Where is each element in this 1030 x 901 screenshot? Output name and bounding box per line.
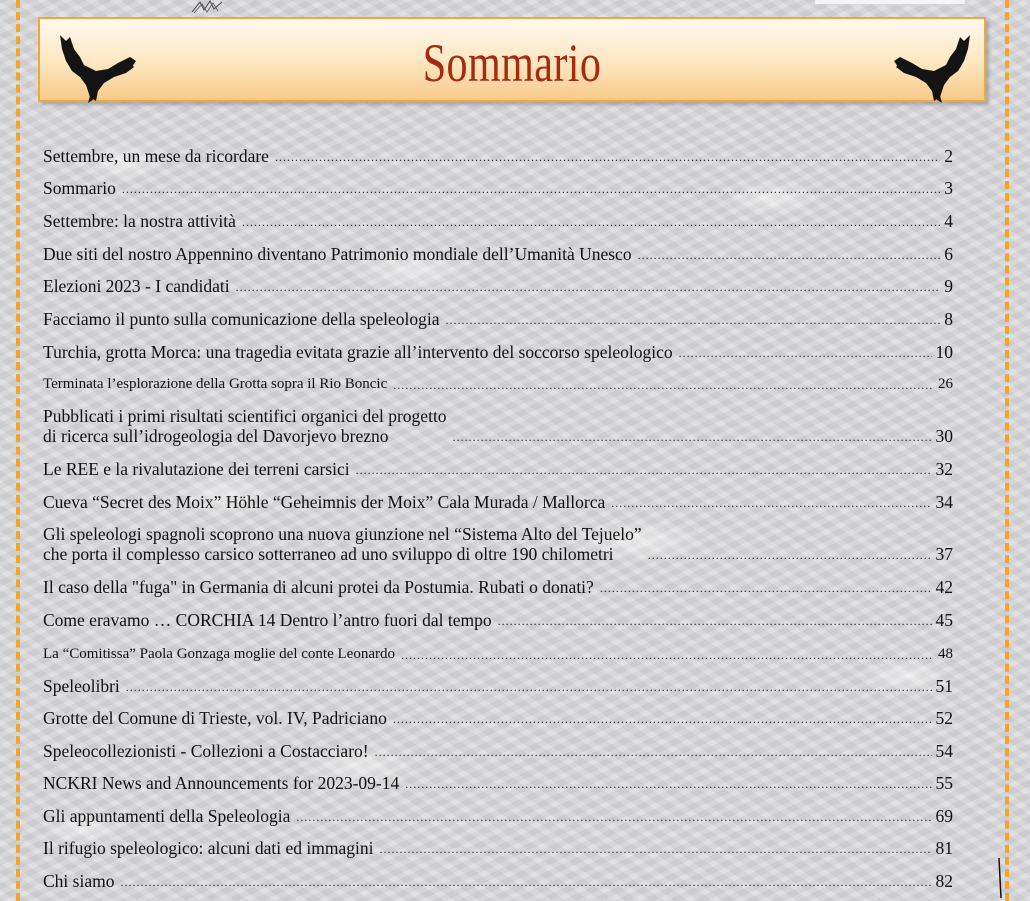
toc-entry-title: Terminata l’esplorazione della Grotta sopra il Rio Boncic — [43, 376, 388, 392]
dot-leader — [393, 713, 932, 725]
toc-entry-title: Cueva “Secret des Moix” Höhle “Geheimnis der Moix” Cala Murada / Mallorca — [43, 492, 606, 512]
toc-entry[interactable] — [43, 492, 953, 512]
dot-leader — [236, 281, 941, 293]
toc-entry[interactable] — [43, 708, 953, 728]
toc-entry[interactable] — [43, 524, 953, 564]
toc-entry-title-line: che porta il complesso carsico sotterraneo ad uno sviluppo di oltre 190 chilometri — [43, 544, 614, 564]
toc-entry[interactable] — [43, 871, 953, 891]
toc-entry[interactable] — [43, 741, 953, 761]
toc-entry-page: 3 — [944, 178, 953, 198]
page-title: Sommario — [422, 33, 602, 93]
toc-entry[interactable] — [43, 211, 953, 231]
toc-entry[interactable] — [43, 276, 953, 296]
dot-leader — [120, 876, 931, 888]
toc-entry-title: Chi siamo — [43, 871, 115, 891]
toc-entry[interactable] — [43, 644, 953, 664]
toc-entry-page: 26 — [938, 376, 953, 392]
right-dashed-border — [1005, 0, 1009, 901]
toc-entry-page: 45 — [935, 610, 953, 630]
bat-icon — [892, 27, 974, 105]
dot-leader — [611, 497, 931, 509]
dot-leader — [600, 582, 932, 594]
header-banner — [38, 17, 986, 102]
toc-entry-page: 69 — [935, 806, 953, 826]
dot-leader — [679, 347, 932, 359]
dot-leader — [498, 615, 932, 627]
toc-entry-title-line: Gli speleologi spagnoli scoprono una nuova giunzione nel “Sistema Alto del Tejuelo” — [43, 524, 642, 544]
toc-entry-page: 48 — [938, 646, 953, 662]
toc-entry-page: 32 — [935, 459, 953, 479]
dot-leader — [126, 681, 932, 693]
toc-entry-title — [43, 406, 447, 446]
toc-entry-title-line: Pubblicati i primi risultati scientifici organici del progetto — [43, 406, 447, 426]
toc-entry[interactable] — [43, 244, 953, 264]
toc-entry-page: 10 — [935, 342, 953, 362]
dot-leader — [405, 778, 931, 790]
toc-entry[interactable] — [43, 806, 953, 826]
bat-icon — [56, 27, 138, 105]
toc-entry-title: Il rifugio speleologico: alcuni dati ed immagini — [43, 838, 374, 858]
dot-leader — [356, 464, 932, 476]
toc-entry[interactable] — [43, 773, 953, 793]
toc-entry-title: Come eravamo … CORCHIA 14 Dentro l’antro fuori dal tempo — [43, 610, 492, 630]
toc-entry-page: 42 — [935, 577, 953, 597]
dot-leader — [275, 151, 940, 163]
toc-entry-page: 54 — [935, 741, 953, 761]
toc-entry-title: Elezioni 2023 - I candidati — [43, 276, 230, 296]
page-edge-mark — [998, 858, 1004, 898]
toc-entry[interactable] — [43, 146, 953, 166]
dot-leader — [379, 843, 931, 855]
toc-entry[interactable] — [43, 342, 953, 362]
toc-entry[interactable] — [43, 406, 953, 446]
toc-entry-title: Speleolibri — [43, 676, 120, 696]
toc-entry-page: 4 — [944, 211, 953, 231]
dot-leader — [446, 314, 941, 326]
toc-entry-page: 52 — [935, 708, 953, 728]
dot-leader — [296, 811, 931, 823]
dot-leader — [375, 746, 932, 758]
toc-entry-title: Il caso della "fuga" in Germania di alcuni protei da Postumia. Rubati o donati? — [43, 577, 594, 597]
toc-entry-page: 55 — [935, 773, 953, 793]
toc-entry-page: 51 — [935, 676, 953, 696]
top-paper-edge — [815, 0, 965, 4]
dot-leader — [122, 183, 940, 195]
toc-entry-title-line: di ricerca sull’idrogeologia del Davorjevo brezno — [43, 426, 389, 446]
toc-entry-title: Settembre: la nostra attività — [43, 211, 236, 231]
toc-entry-title: Speleocollezionisti - Collezioni a Costacciaro! — [43, 741, 369, 761]
toc-entry-page: 34 — [935, 492, 953, 512]
scribble-decoration — [190, 0, 224, 14]
toc-entry[interactable] — [43, 577, 953, 597]
toc-entry-page: 37 — [935, 544, 953, 564]
toc-entry-title — [43, 524, 642, 564]
toc-entry-title: Settembre, un mese da ricordare — [43, 146, 269, 166]
toc-entry-title: Grotte del Comune di Trieste, vol. IV, Padriciano — [43, 708, 387, 728]
dot-leader — [638, 249, 941, 261]
toc-entry[interactable] — [43, 838, 953, 858]
dot-leader — [242, 216, 940, 228]
toc-entry-title: La “Comitissa” Paola Gonzaga moglie del conte Leonardo — [43, 646, 395, 662]
toc-entry[interactable] — [43, 676, 953, 696]
toc-entry-title: Turchia, grotta Morca: una tragedia evitata grazie all’intervento del soccorso speleologico — [43, 342, 673, 362]
toc-entry[interactable] — [43, 459, 953, 479]
dot-leader — [393, 379, 934, 391]
toc-entry[interactable] — [43, 610, 953, 630]
toc-entry-title: Sommario — [43, 178, 116, 198]
dot-leader — [401, 649, 934, 661]
toc-entry-page: 30 — [935, 426, 953, 446]
toc-entry-title: Le REE e la rivalutazione dei terreni carsici — [43, 459, 350, 479]
toc-entry[interactable] — [43, 309, 953, 329]
toc-entry-page: 8 — [944, 309, 953, 329]
toc-entry-page: 81 — [935, 838, 953, 858]
toc-entry-page: 82 — [935, 871, 953, 891]
toc-entry-title: Due siti del nostro Appennino diventano Patrimonio mondiale dell’Umanità Unesco — [43, 244, 632, 264]
dot-leader — [648, 549, 932, 561]
toc-entry[interactable] — [43, 374, 953, 394]
toc-entry-page: 6 — [944, 244, 953, 264]
toc-entry-title: Gli appuntamenti della Speleologia — [43, 806, 291, 826]
toc-entry-page: 2 — [944, 146, 953, 166]
toc-entry-page: 9 — [944, 276, 953, 296]
toc-entry-title: Facciamo il punto sulla comunicazione della speleologia — [43, 309, 440, 329]
toc-entry[interactable] — [43, 178, 953, 198]
toc-entry-title: NCKRI News and Announcements for 2023-09-14 — [43, 773, 400, 793]
left-dashed-border — [16, 0, 20, 901]
dot-leader — [453, 431, 932, 443]
